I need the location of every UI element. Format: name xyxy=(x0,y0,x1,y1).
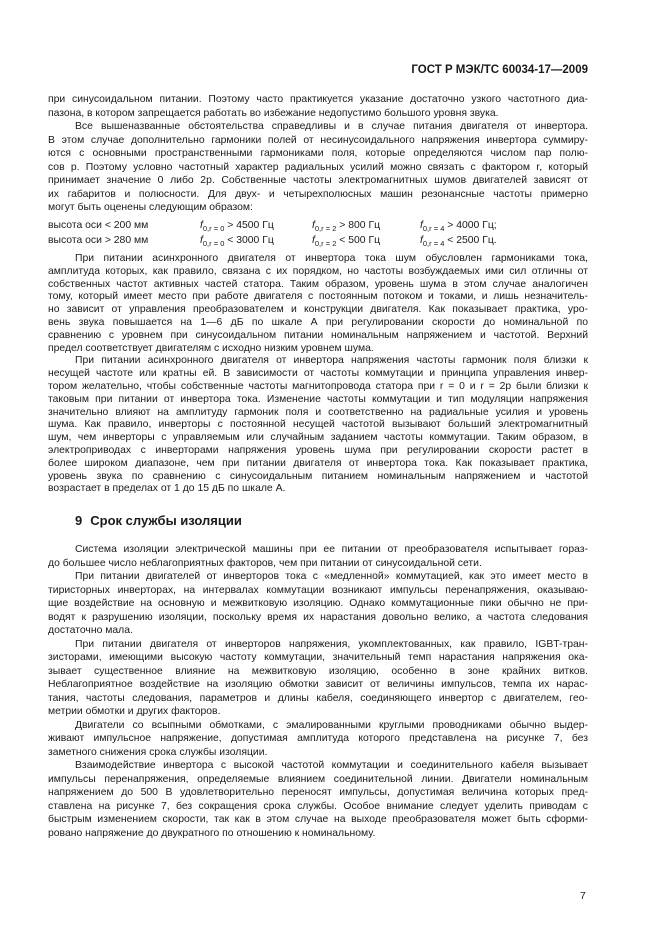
frequency-subscript: 0,r = 0 xyxy=(202,224,225,233)
text-line: метрии обмотки и других факторов. xyxy=(48,706,221,717)
frequency-condition xyxy=(312,233,380,251)
text-line: шума. Как правило, инверторы с постоянной несущей частотой вызывают больший электромагнитный xyxy=(48,419,588,431)
paragraph xyxy=(48,759,588,840)
section-number: 9 xyxy=(75,513,83,528)
text-line: заметного снижения срока службы изоляции. xyxy=(48,746,268,758)
paragraph xyxy=(48,570,588,638)
text-line: электроприводах с инверторами напряжения уровень шума при регулировании скорости растет в xyxy=(48,444,588,456)
text-line: При питании асинхронного двигателя от инвертора напряжения частоты гармоник поля близки к xyxy=(75,355,588,367)
text-line: шум, чем инверторы с управляемым или случайным заданием частоты коммутации. Таким образом, в xyxy=(48,432,588,444)
text-block-inverter-noise xyxy=(48,253,588,496)
text-line: возрастает в пределах от 1 до 15 дБ по шкале А. xyxy=(48,483,286,495)
text-line: принимает значение 0 либо 2p. Собственные частоты электромагнитных шумов двигателей зависят от xyxy=(48,175,588,186)
text-line: При питании двигателя от инверторов напряжения, укомплектованных, как правило, IGBT-тран- xyxy=(75,638,588,650)
frequency-value: > 800 Гц xyxy=(336,220,381,231)
frequency-symbol: f xyxy=(200,235,203,246)
text-line: значительно влияют на амплитуду гармоник поля и соответственно на радиальные усилия и уровень xyxy=(48,406,588,418)
frequency-symbol: f xyxy=(200,220,203,231)
text-line: импульсы перенапряжения, определяемые влиянием соединительной линии. Двигатели номинальным xyxy=(48,773,588,785)
text-line: Взаимодействие инвертора с высокой частотой коммутации и соединительного кабеля вызывает xyxy=(75,760,588,771)
text-line: могут быть оценены следующим образом: xyxy=(48,202,253,213)
text-line: до большее число неблагоприятных факторов, чем при питании от синусоидальной сети. xyxy=(48,557,482,569)
text-line: но зависит от управления преобразователем и конструкции двигателя. Как показывает практика, уро- xyxy=(48,304,588,316)
frequency-subscript: 0,r = 2 xyxy=(314,224,337,233)
paragraph xyxy=(48,719,588,760)
text-line: зывает существенное влияние на межвитковую изоляцию, особенно в зоне крайних витков. xyxy=(48,665,588,677)
paragraph xyxy=(48,638,588,719)
text-line: вень звука повышается на 1—6 дБ по шкале А при регулировании скорости до номинальной по xyxy=(48,316,588,328)
frequency-value: < 500 Гц xyxy=(336,235,381,246)
text-line: быстрым изменением скорости, так как в этом случае на выходе преобразователя может быть сформи- xyxy=(48,814,588,825)
text-line: сов p. Поэтому условно частотный характер радиальных усилий можно связать с фактором r, который xyxy=(48,161,588,173)
text-line: достаточно мала. xyxy=(48,625,133,636)
frequency-symbol: f xyxy=(420,235,423,246)
text-line: Двигатели со всыпными обмотками, с эмалированными круглыми проводниками обычно выдер- xyxy=(75,719,588,731)
paragraph xyxy=(48,120,588,215)
text-line: собственных частот активных частей статора. Таким образом, уровень шума в этом случае аналогичен xyxy=(48,278,588,290)
page-number: 7 xyxy=(580,891,586,902)
text-line: щие воздействие на основную и межвитковую изоляцию. Однако коммутационные пики обычно не при- xyxy=(48,598,588,609)
frequency-condition xyxy=(200,233,274,251)
text-line: уровень звука по сравнению с синусоидальным питанием номинальным напряжением и частотой xyxy=(48,470,588,482)
formula-row xyxy=(48,233,588,248)
text-line: напряжением до 500 В удовлетворительно переносят импульсы, допустимая величина которых пред- xyxy=(48,787,588,798)
frequency-subscript: 0,r = 4 xyxy=(422,224,445,233)
text-line: В этом случае дополнительно гармоники полей от несинусоидального напряжения инвертора суммиру- xyxy=(48,134,588,146)
axis-height-label: высота оси < 200 мм xyxy=(48,220,149,231)
text-line: живают импульсное напряжение, допустимая амплитуда которого представлена на рисунке 7, без xyxy=(48,733,588,744)
axis-height-label: высота оси > 280 мм xyxy=(48,235,149,246)
formula-row xyxy=(48,218,588,233)
frequency-value: < 2500 Гц. xyxy=(444,235,497,246)
frequency-condition xyxy=(420,233,497,251)
document-code-header: ГОСТ Р МЭК/ТС 60034-17—2009 xyxy=(411,64,588,76)
text-line: Система изоляции электрической машины при ее питании от преобразователя испытывает гораз- xyxy=(75,544,588,555)
text-line: зисторами, имеющими высокую частоту коммутации, значительный темп нарастания напряжения ока- xyxy=(48,652,588,663)
text-line: при синусоидальном питании. Поэтому часто практикуется указание достаточно узкого частотного диа- xyxy=(48,94,588,105)
text-line: тания, частоты следования, параметров и длины кабеля, соединяющего инвертор с двигателем, гео- xyxy=(48,692,588,704)
paragraph xyxy=(48,355,588,496)
text-line: При питании асинхронного двигателя от инвертора тока шум обусловлен гармониками тока, xyxy=(75,253,588,264)
text-line: Все вышеназванные обстоятельства справедливы и в случае питания двигателя от инвертора. xyxy=(75,121,588,132)
text-line: тиристорных инверторах, на интервалах коммутации возникают импульсы перенапряжения, оказываю- xyxy=(48,584,588,596)
text-line: амплитуда которых, как правило, связана с их порядком, но частоты возбуждаемых ими сил отличны от xyxy=(48,265,588,277)
frequency-symbol: f xyxy=(420,220,423,231)
text-line: несущей частоте или кратны ей. В зависимости от частоты коммутации и принципа управления инвер- xyxy=(48,368,588,380)
text-line: водят к разрушению изоляции, поскольку время их нарастания довольно велико, а частота следования xyxy=(48,611,588,623)
text-block-insulation xyxy=(48,543,588,840)
text-line: пазона, в котором запрещается работать во избежание недопустимо большого уровня звука. xyxy=(48,107,499,119)
section-heading xyxy=(75,513,242,528)
text-line: ровано напряжение до двукратного по отношению к номинальному. xyxy=(48,827,376,839)
frequency-value: > 4000 Гц; xyxy=(444,220,497,231)
frequency-subscript: 0,r = 2 xyxy=(314,239,337,248)
frequency-value: > 4500 Гц xyxy=(224,220,274,231)
paragraph xyxy=(48,93,588,120)
paragraph xyxy=(48,543,588,570)
resonance-frequency-table xyxy=(48,218,588,248)
text-line: предел соответствует двигателям с исходно низким уровнем шума. xyxy=(48,342,374,354)
text-line: тором желательно, чтобы собственные частоты магнитопровода статора при r = 0 и r = 2p были близки к xyxy=(48,380,588,392)
text-line: ются с основными пространственными гармониками поля, которые определяются числом пар полю- xyxy=(48,148,588,159)
text-line: ставлена на рисунке 7, без сокращения срока службы. Особое внимание следует уделить приводам с xyxy=(48,800,588,812)
frequency-subscript: 0,r = 0 xyxy=(202,239,225,248)
text-line: При питании двигателей от инверторов тока с «медленной» коммутацией, как это имеет место в xyxy=(75,571,588,582)
text-line: тому, который имеет место при работе двигателя с постоянным потоком и токами, и лишь незначитель- xyxy=(48,291,588,303)
text-line: Неблагоприятное воздействие на изоляцию обмотки зависит от величины импульсов, темпа их нарас- xyxy=(48,679,588,690)
section-title: Срок службы изоляции xyxy=(90,513,242,528)
frequency-symbol: f xyxy=(312,235,315,246)
paragraph xyxy=(48,253,588,355)
frequency-value: < 3000 Гц xyxy=(224,235,274,246)
frequency-symbol: f xyxy=(312,220,315,231)
text-line: более широком диапазоне, чем при питании двигателя от инвертора тока. Как показывает практика, xyxy=(48,457,588,469)
frequency-subscript: 0,r = 4 xyxy=(422,239,445,248)
text-line: таковым при питании от инвертора тока. Изменение частоты коммутации и тип модуляции напряжения xyxy=(48,393,588,405)
text-line: их габаритов и полюсности. Для двух- и четырехполюсных машин резонансные частоты примерно xyxy=(48,188,588,200)
text-block-noise xyxy=(48,93,588,215)
text-line: сравнению с уровнем при синусоидальном питании номинальным напряжением и частотой. Верхний xyxy=(48,329,588,341)
